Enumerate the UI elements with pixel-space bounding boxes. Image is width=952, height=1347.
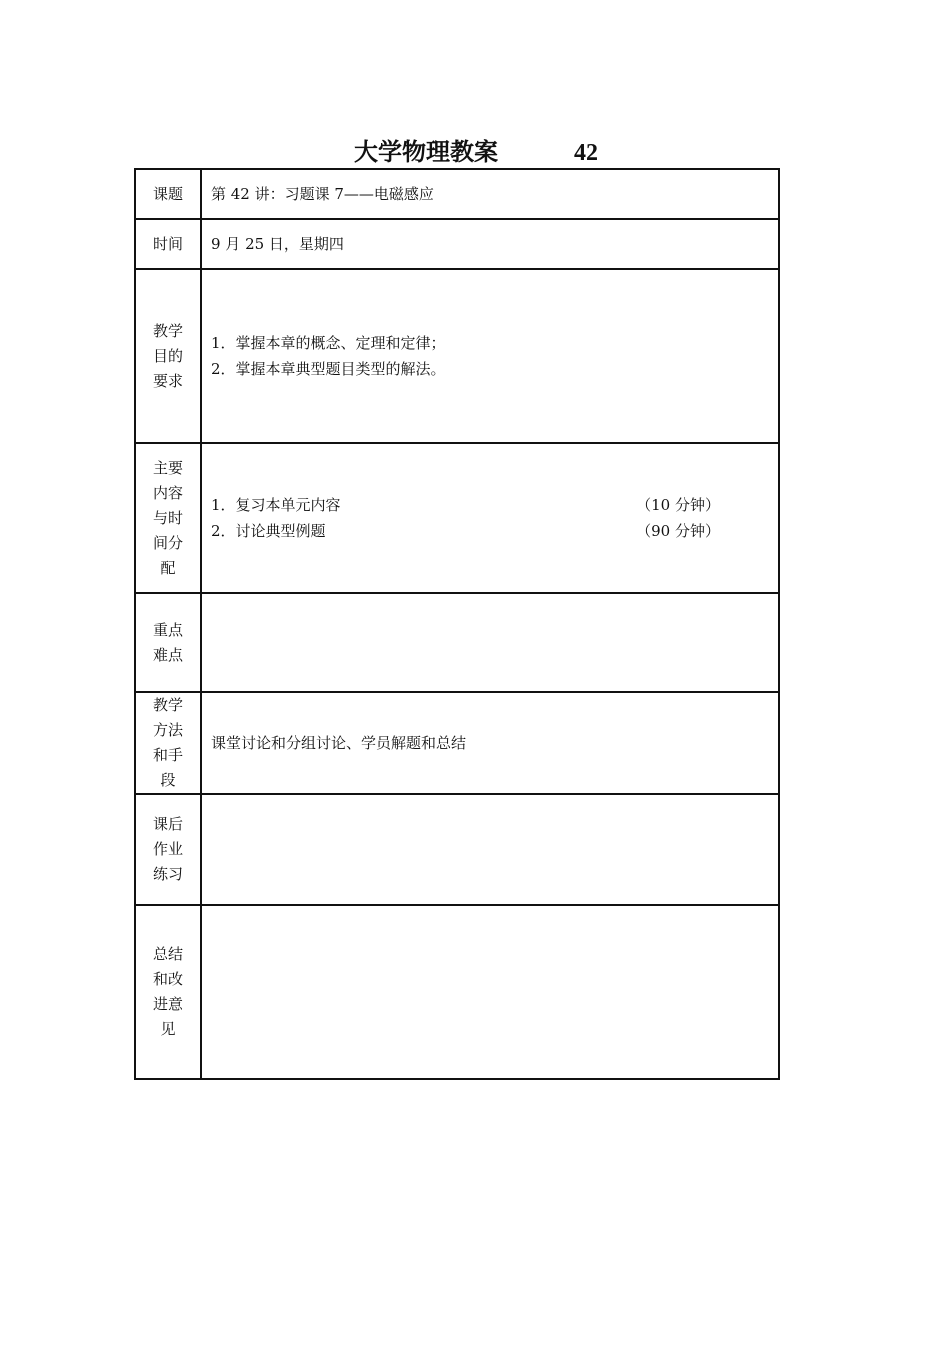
topic-value: 第 42 讲：习题课 7——电磁感应	[201, 169, 779, 219]
label-summary: 总结和改进意见	[135, 905, 201, 1079]
lesson-plan-table	[134, 168, 780, 1080]
label-homework: 课后作业练习	[135, 794, 201, 905]
objective-item: 2．掌握本章典型题目类型的解法。	[211, 360, 446, 378]
row-topic	[135, 169, 779, 219]
row-time	[135, 219, 779, 269]
objective-item: 1．掌握本章的概念、定理和定律；	[211, 334, 446, 352]
row-methods	[135, 692, 779, 794]
row-objectives	[135, 269, 779, 443]
summary-value	[201, 905, 779, 1079]
row-key-points	[135, 593, 779, 692]
content-item-duration: （10 分钟）	[636, 496, 720, 514]
lecture-number: 42	[574, 140, 598, 166]
label-time: 时间	[135, 219, 201, 269]
document-title-text: 大学物理教案	[354, 137, 498, 166]
label-key-points: 重点难点	[135, 593, 201, 692]
time-value: 9 月 25 日，星期四	[201, 219, 779, 269]
content-item-duration: （90 分钟）	[636, 522, 720, 540]
homework-value	[201, 794, 779, 905]
row-summary	[135, 905, 779, 1079]
key-points-value	[201, 593, 779, 692]
objectives-cell	[201, 269, 779, 443]
content-item	[211, 492, 778, 518]
content-item-text: 2．讨论典型例题	[211, 522, 326, 540]
row-content	[135, 443, 779, 593]
label-objectives: 教学目的要求	[135, 269, 201, 443]
label-content: 主要内容与时间分配	[135, 443, 201, 593]
content-item-text: 1．复习本单元内容	[211, 496, 341, 514]
label-methods: 教学方法和手段	[135, 692, 201, 794]
content-item	[211, 518, 778, 544]
methods-value: 课堂讨论和分组讨论、学员解题和总结	[201, 692, 779, 794]
row-homework	[135, 794, 779, 905]
content-cell	[201, 443, 779, 593]
label-topic: 课题	[135, 169, 201, 219]
document-title	[0, 134, 952, 170]
